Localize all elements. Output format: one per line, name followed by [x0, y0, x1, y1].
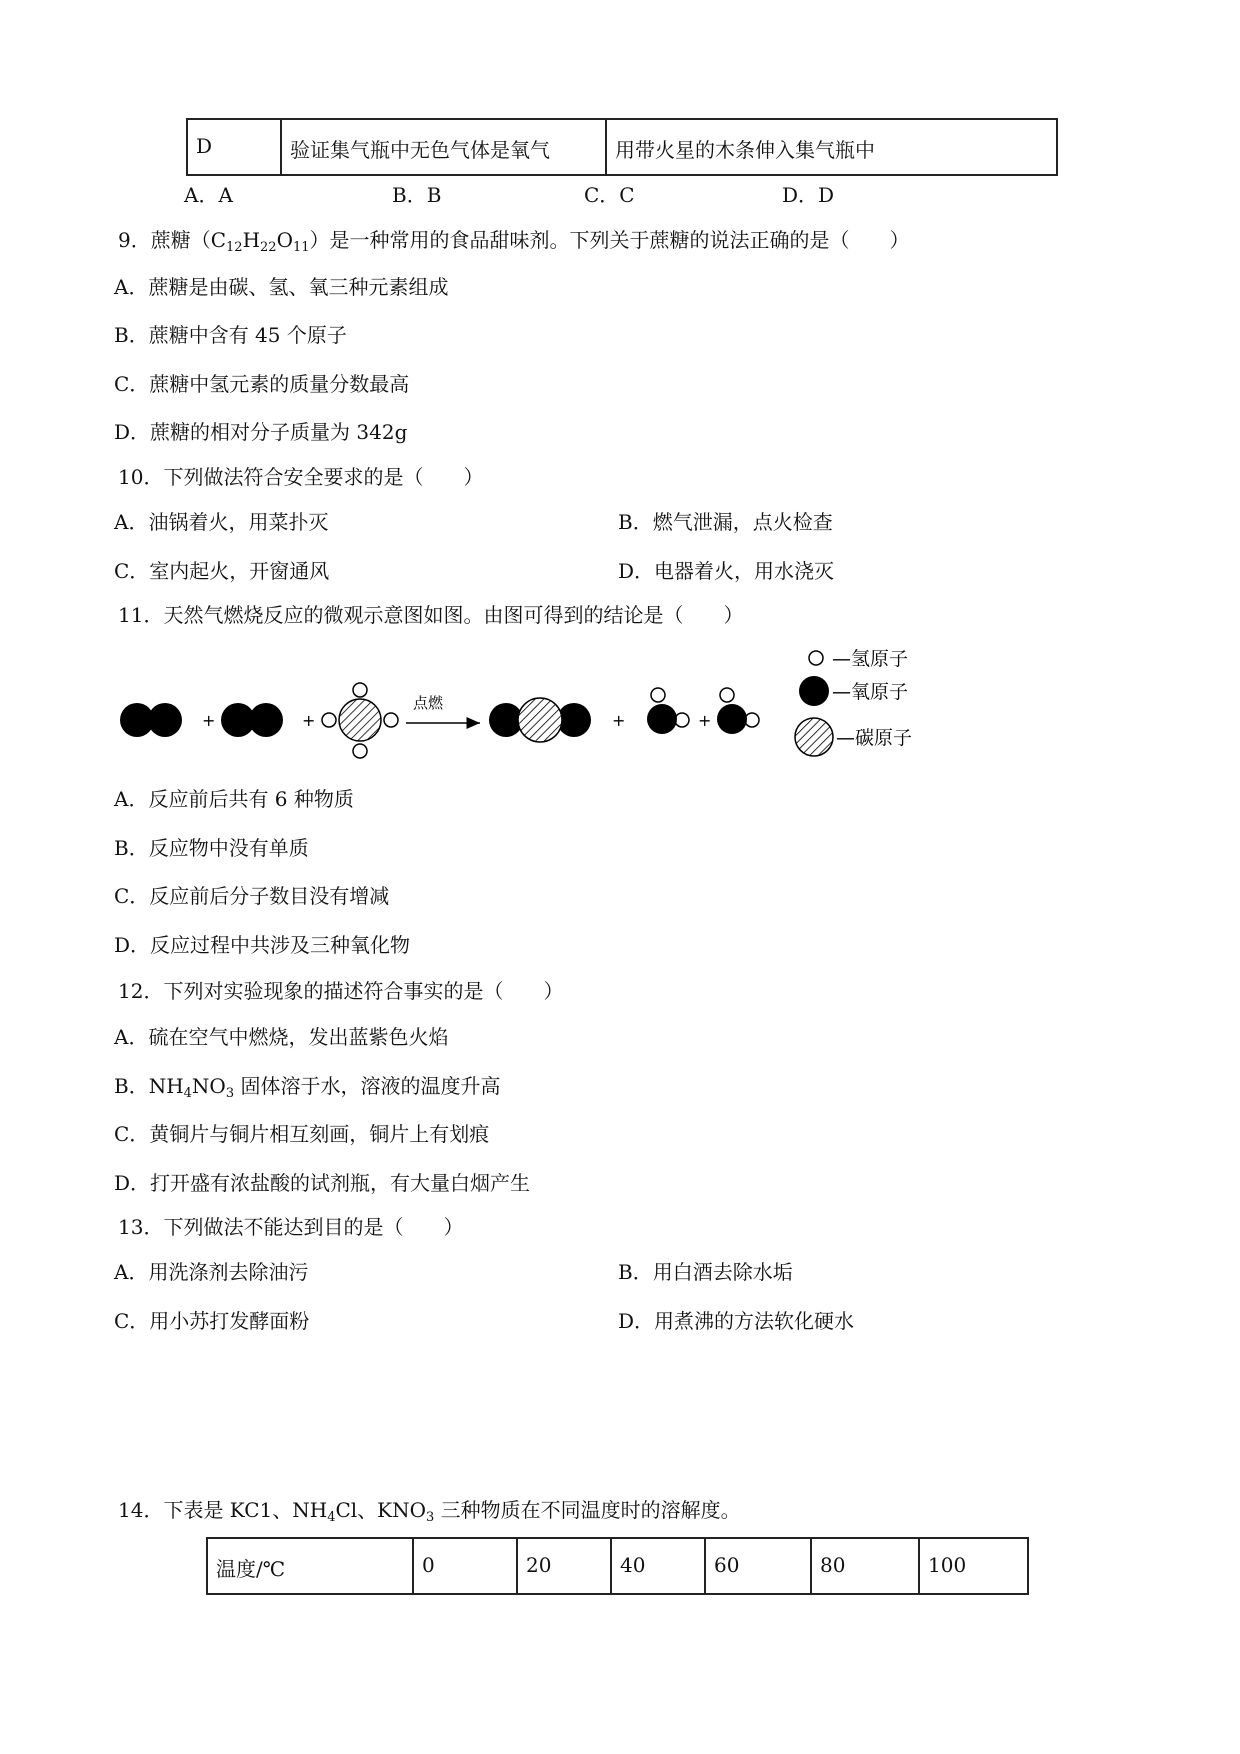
q10-stem: 10．下列做法符合安全要求的是（ ）	[118, 465, 484, 489]
q8-option-b[interactable]: B．B	[392, 183, 442, 207]
subscript: 4	[327, 1510, 336, 1525]
table-cell: 40	[611, 1538, 705, 1594]
subscript: 3	[426, 1510, 435, 1525]
methane-molecule	[322, 683, 398, 758]
q13-option-c[interactable]: C．用小苏打发酵面粉	[114, 1309, 310, 1333]
subscript: 11	[292, 240, 310, 255]
q9-stem-text: 9．蔗糖（C	[118, 228, 227, 252]
table-cell: 20	[517, 1538, 611, 1594]
table-cell: 60	[705, 1538, 811, 1594]
q13-option-d[interactable]: D．用煮沸的方法软化硬水	[618, 1309, 855, 1333]
q12-option-b[interactable]	[114, 1074, 501, 1101]
legend-hydrogen: —氢原子	[832, 648, 909, 670]
reaction-diagram	[110, 640, 950, 770]
subscript: 4	[183, 1086, 192, 1101]
q12-option-a[interactable]: A．硫在空气中燃烧，发出蓝紫色火焰	[114, 1025, 449, 1049]
solubility-table	[206, 1537, 1029, 1595]
q9-option-b[interactable]: B．蔗糖中含有 45 个原子	[114, 323, 347, 347]
oxygen-molecule	[221, 703, 283, 737]
table-cell: 100	[919, 1538, 1028, 1594]
table-cell: 温度/℃	[207, 1538, 413, 1594]
q11-stem: 11．天然气燃烧反应的微观示意图如图。由图可得到的结论是（ ）	[118, 603, 744, 627]
q9-stem-text: H	[242, 228, 261, 252]
q14-stem-text: 三种物质在不同温度时的溶解度。	[434, 1498, 741, 1522]
q13-option-b[interactable]: B．用白酒去除水垢	[618, 1260, 793, 1284]
hydrogen-atom-icon	[809, 651, 823, 665]
option-text: NO	[191, 1074, 226, 1098]
table-cell: 0	[413, 1538, 517, 1594]
q9-option-c[interactable]: C．蔗糖中氢元素的质量分数最高	[114, 372, 410, 396]
table-row	[207, 1538, 1028, 1594]
q8-table	[186, 118, 1058, 176]
q10-option-c[interactable]: C．室内起火，开窗通风	[114, 559, 330, 583]
q13-stem: 13．下列做法不能达到目的是（ ）	[118, 1215, 464, 1239]
legend-carbon: —碳原子	[836, 727, 913, 749]
q13-option-a[interactable]: A．用洗涤剂去除油污	[114, 1260, 309, 1284]
table-cell: D	[187, 119, 281, 175]
diagram-legend	[795, 648, 912, 756]
table-cell: 80	[811, 1538, 919, 1594]
q14-stem-text: Cl、KNO	[335, 1498, 427, 1522]
plus-sign: +	[302, 711, 316, 730]
legend-oxygen: —氧原子	[832, 681, 909, 703]
carbon-atom-icon	[795, 718, 833, 756]
plus-sign: +	[698, 711, 712, 730]
q12-stem: 12．下列对实验现象的描述符合事实的是（ ）	[118, 979, 564, 1003]
q9-option-a[interactable]: A．蔗糖是由碳、氢、氧三种元素组成	[114, 275, 449, 299]
water-molecule	[717, 688, 759, 734]
q11-option-d[interactable]: D．反应过程中共涉及三种氧化物	[114, 933, 411, 957]
q10-option-b[interactable]: B．燃气泄漏，点火检查	[618, 510, 833, 534]
q9-stem-text: O	[276, 228, 293, 252]
table-cell: 用带火星的木条伸入集气瓶中	[606, 119, 1057, 175]
subscript: 22	[260, 240, 277, 255]
carbon-dioxide-molecule	[489, 698, 591, 742]
q11-option-b[interactable]: B．反应物中没有单质	[114, 836, 309, 860]
water-molecule	[647, 688, 689, 734]
q11-option-a[interactable]: A．反应前后共有 6 种物质	[114, 787, 354, 811]
option-text: B．NH	[114, 1074, 184, 1098]
q11-option-c[interactable]: C．反应前后分子数目没有增减	[114, 884, 390, 908]
table-cell: 验证集气瓶中无色气体是氧气	[281, 119, 606, 175]
q10-option-a[interactable]: A．油锅着火，用菜扑灭	[114, 510, 329, 534]
subscript: 12	[226, 240, 243, 255]
plus-sign: +	[612, 711, 626, 730]
q9-stem-text: ）是一种常用的食品甜味剂。下列关于蔗糖的说法正确的是（ ）	[309, 228, 910, 252]
option-text: 固体溶于水，溶液的温度升高	[234, 1074, 501, 1098]
table-row	[187, 119, 1057, 175]
q12-option-d[interactable]: D．打开盛有浓盐酸的试剂瓶，有大量白烟产生	[114, 1171, 531, 1195]
q8-option-a[interactable]: A．A	[184, 183, 233, 207]
q12-option-c[interactable]: C．黄铜片与铜片相互刻画，铜片上有划痕	[114, 1122, 490, 1146]
q9-stem	[118, 228, 910, 255]
oxygen-molecule	[120, 703, 182, 737]
subscript: 3	[225, 1086, 235, 1101]
arrow-label: 点燃	[413, 694, 444, 712]
q14-stem	[118, 1498, 741, 1525]
oxygen-atom-icon	[799, 676, 829, 706]
plus-sign: +	[202, 711, 216, 730]
q10-option-d[interactable]: D．电器着火，用水浇灭	[618, 559, 835, 583]
q8-option-d[interactable]: D．D	[782, 183, 835, 207]
q9-option-d[interactable]: D．蔗糖的相对分子质量为 342g	[114, 420, 408, 444]
q14-stem-text: 14．下表是 KC1、NH	[118, 1498, 328, 1522]
q8-option-c[interactable]: C．C	[584, 183, 635, 207]
